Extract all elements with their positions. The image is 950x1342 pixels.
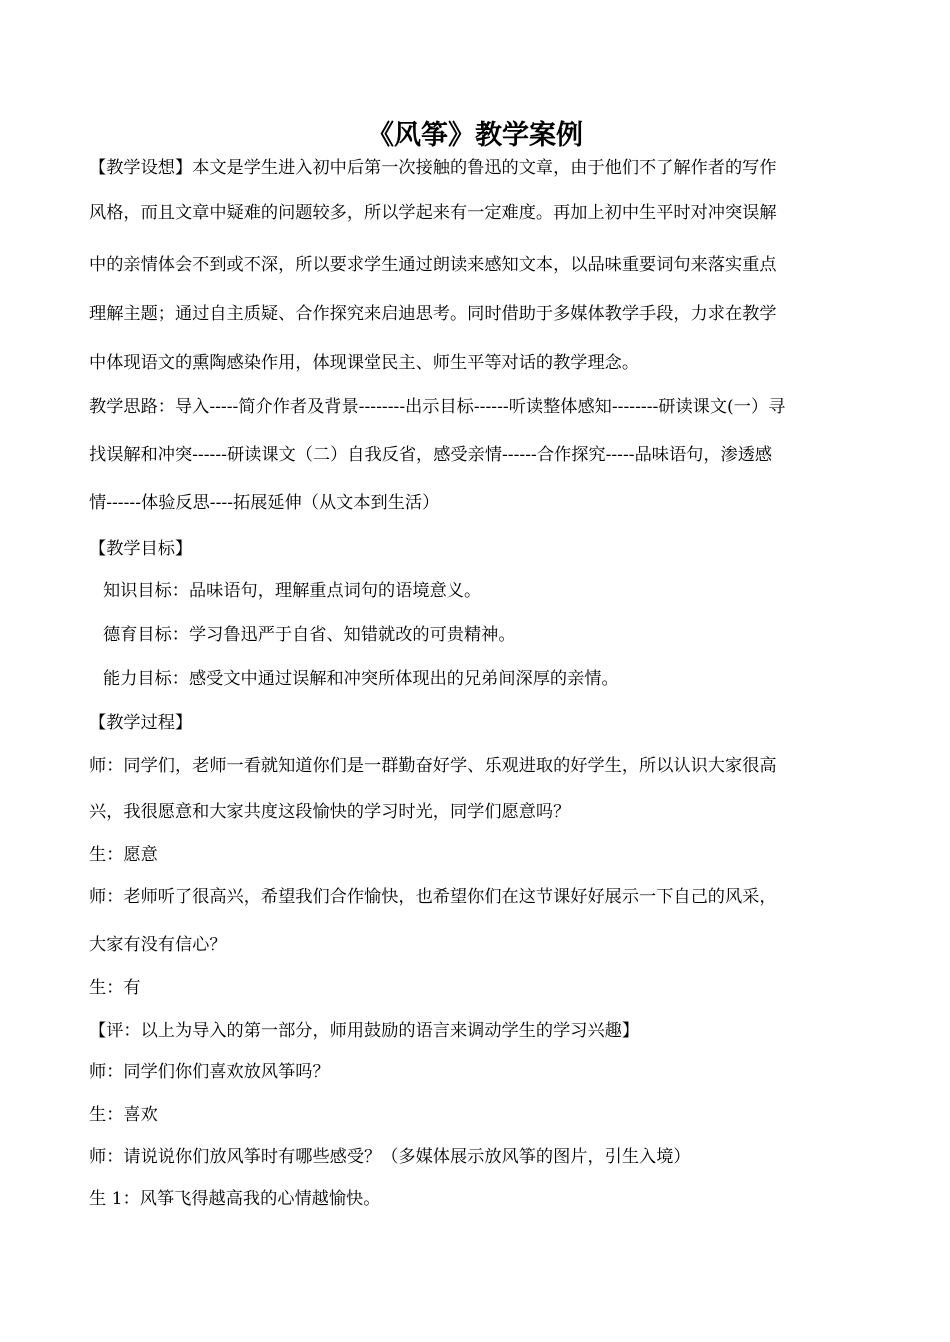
- section-heading-process: 【教学过程】: [89, 713, 193, 733]
- document-title: 《风筝》教学案例: [367, 120, 583, 151]
- teaching-approach-line: 教学思路：导入-----简介作者及背景--------出示目标------听读整体感知--------研读课文(一）寻: [89, 397, 786, 417]
- dialogue-line-teacher: 师：请说说你们放风筝时有哪些感受？（多媒体展示放风筝的图片，引生入境）: [89, 1147, 691, 1167]
- dialogue-line-student: 生：喜欢: [89, 1105, 158, 1125]
- dialogue-line-teacher: 兴，我很愿意和大家共度这段愉快的学习时光，同学们愿意吗？: [89, 802, 571, 822]
- paragraph-line: 中的亲情体会不到或不深，所以要求学生通过朗读来感知文本，以品味重要词句来落实重点: [89, 255, 777, 275]
- paragraph-line: 理解主题；通过自主质疑、合作探究来启迪思考。同时借助于多媒体教学手段，力求在教学: [89, 304, 777, 324]
- dialogue-line-student: 生 1：风筝飞得越高我的心情越愉快。: [89, 1189, 381, 1209]
- objective-ability: 能力目标：感受文中通过误解和冲突所体现出的兄弟间深厚的亲情。: [103, 669, 619, 689]
- dialogue-line-teacher: 师：同学们，老师一看就知道你们是一群勤奋好学、乐观进取的好学生，所以认识大家很高: [89, 756, 777, 776]
- dialogue-line-student: 生：有: [89, 978, 141, 998]
- dialogue-line-teacher: 大家有没有信心？: [89, 935, 227, 955]
- objective-moral: 德育目标：学习鲁迅严于自省、知错就改的可贵精神。: [103, 625, 516, 645]
- dialogue-line-teacher: 师：同学们你们喜欢放风筝吗？: [89, 1062, 330, 1082]
- dialogue-line-teacher: 师：老师听了很高兴，希望我们合作愉快，也希望你们在这节课好好展示一下自己的风采，: [89, 887, 777, 907]
- section-heading-objectives: 【教学目标】: [89, 539, 193, 559]
- commentary-line: 【评：以上为导入的第一部分，师用鼓励的语言来调动学生的学习兴趣】: [89, 1021, 640, 1041]
- paragraph-line-teaching-idea: 【教学设想】本文是学生进入初中后第一次接触的鲁迅的文章，由于他们不了解作者的写作: [89, 158, 777, 178]
- objective-knowledge: 知识目标：品味语句，理解重点词句的语境意义。: [103, 581, 482, 601]
- dialogue-line-student: 生：愿意: [89, 845, 158, 865]
- paragraph-line: 中体现语文的熏陶感染作用，体现课堂民主、师生平等对话的教学理念。: [89, 353, 640, 373]
- teaching-approach-line: 情------体验反思----拓展延伸（从文本到生活）: [89, 493, 440, 513]
- paragraph-line: 风格，而且文章中疑难的问题较多，所以学起来有一定难度。再加上初中生平时对冲突误解: [89, 203, 777, 223]
- teaching-approach-line: 找误解和冲突------研读课文（二）自我反省，感受亲情------合作探究-----品味语句，渗透感: [89, 445, 773, 465]
